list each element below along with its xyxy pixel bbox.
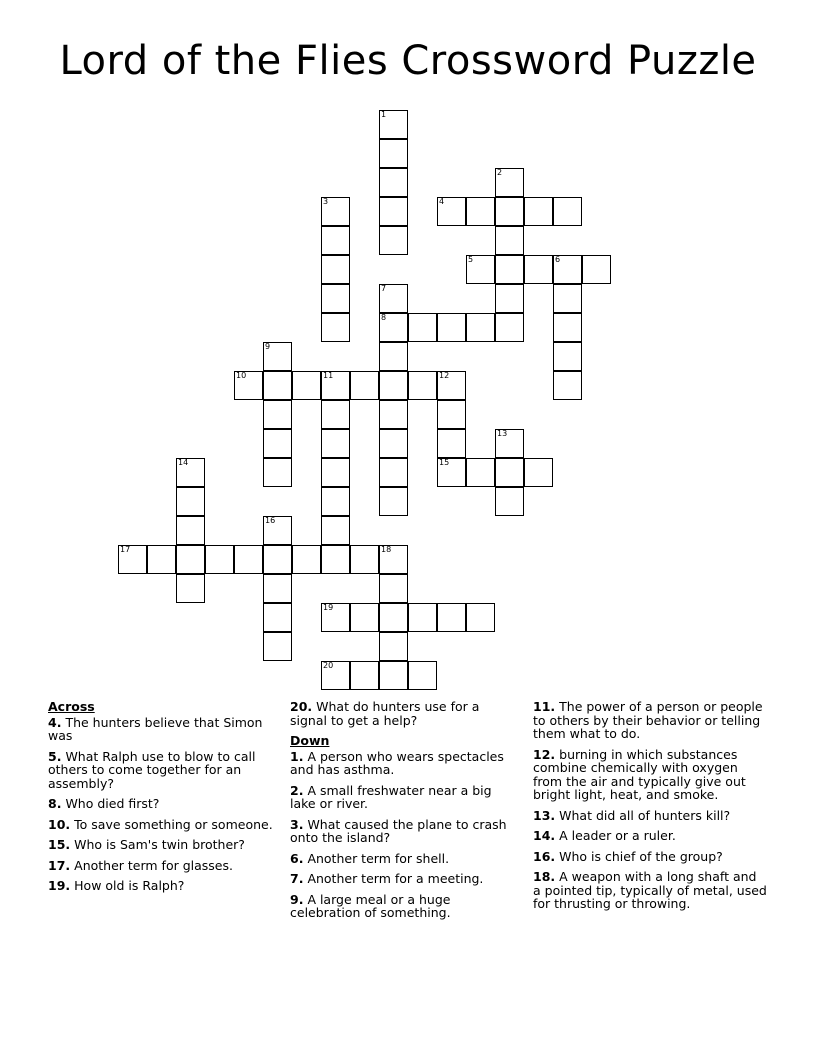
cell-number: 7 <box>381 284 387 293</box>
crossword-cell[interactable] <box>495 284 524 313</box>
crossword-cell[interactable] <box>234 545 263 574</box>
crossword-cell[interactable] <box>379 226 408 255</box>
crossword-cell[interactable] <box>524 197 553 226</box>
cell-number: 4 <box>439 197 445 206</box>
crossword-cell[interactable] <box>263 632 292 661</box>
clue-column-1 <box>48 700 273 900</box>
crossword-cell[interactable] <box>379 458 408 487</box>
crossword-cell[interactable] <box>495 226 524 255</box>
clue-column-3 <box>533 700 768 918</box>
crossword-cell[interactable] <box>553 342 582 371</box>
crossword-cell[interactable] <box>263 545 292 574</box>
crossword-cell[interactable] <box>118 545 147 574</box>
clue-across-10: 10. To save something or someone. <box>48 816 273 832</box>
crossword-cell[interactable] <box>321 371 350 400</box>
crossword-cell[interactable] <box>379 661 408 690</box>
crossword-cell[interactable] <box>321 226 350 255</box>
crossword-cell[interactable] <box>263 603 292 632</box>
crossword-cell[interactable] <box>379 603 408 632</box>
clue-down-9: 9. A large meal or a huge celebration of something. <box>290 891 451 920</box>
crossword-cell[interactable] <box>263 516 292 545</box>
crossword-cell[interactable] <box>379 574 408 603</box>
crossword-cell[interactable] <box>379 429 408 458</box>
clue-down-11: 11. The power of a person or people to others by their behavior or telling them what to do. <box>533 699 763 741</box>
crossword-cell[interactable] <box>176 487 205 516</box>
page-title: Lord of the Flies Crossword Puzzle <box>59 38 757 84</box>
clue-across-4: 4. The hunters believe that Simon was <box>48 714 263 743</box>
clue-down-6: 6. Another term for shell. <box>290 850 450 866</box>
clue-column-2 <box>290 700 510 927</box>
clue-across-8: 8. Who died first? <box>48 796 160 811</box>
crossword-cell[interactable] <box>379 139 408 168</box>
crossword-cell[interactable] <box>263 400 292 429</box>
clue-down-2: 2. A small freshwater near a big lake or river. <box>290 782 492 811</box>
cell-number: 11 <box>323 371 334 380</box>
crossword-cell[interactable] <box>379 284 408 313</box>
crossword-cell[interactable] <box>495 487 524 516</box>
crossword-cell[interactable] <box>263 458 292 487</box>
crossword-cell[interactable] <box>379 545 408 574</box>
crossword-cell[interactable] <box>437 458 466 487</box>
crossword-cell[interactable] <box>437 400 466 429</box>
crossword-cell[interactable] <box>263 429 292 458</box>
crossword-cell[interactable] <box>437 371 466 400</box>
cell-number: 19 <box>323 603 334 612</box>
crossword-cell[interactable] <box>321 400 350 429</box>
crossword-cell[interactable] <box>408 661 437 690</box>
crossword-cell[interactable] <box>350 545 379 574</box>
crossword-cell[interactable] <box>495 429 524 458</box>
crossword-cell[interactable] <box>408 313 437 342</box>
crossword-cell[interactable] <box>379 487 408 516</box>
crossword-cell[interactable] <box>292 371 321 400</box>
crossword-cell[interactable] <box>553 371 582 400</box>
crossword-cell[interactable] <box>321 313 350 342</box>
crossword-cell[interactable] <box>292 545 321 574</box>
crossword-cell[interactable] <box>408 603 437 632</box>
crossword-cell[interactable] <box>466 197 495 226</box>
cell-number: 13 <box>497 429 508 438</box>
clue-down-7: 7. Another term for a meeting. <box>290 871 484 886</box>
cell-number: 12 <box>439 371 450 380</box>
crossword-cell[interactable] <box>408 371 437 400</box>
crossword-cell[interactable] <box>524 255 553 284</box>
clue-across-17: 17. Another term for glasses. <box>48 857 233 873</box>
crossword-cell[interactable] <box>205 545 234 574</box>
crossword-cell[interactable] <box>321 458 350 487</box>
crossword-cell[interactable] <box>437 603 466 632</box>
crossword-cell[interactable] <box>495 197 524 226</box>
cell-number: 15 <box>439 458 450 467</box>
crossword-cell[interactable] <box>379 197 408 226</box>
crossword-cell[interactable] <box>495 255 524 284</box>
crossword-cell[interactable] <box>437 429 466 458</box>
cell-number: 8 <box>381 313 387 322</box>
crossword-cell[interactable] <box>176 574 205 603</box>
crossword-cell[interactable] <box>350 661 379 690</box>
crossword-cell[interactable] <box>466 458 495 487</box>
crossword-cell[interactable] <box>582 255 611 284</box>
crossword-cell[interactable] <box>379 371 408 400</box>
crossword-cell[interactable] <box>321 197 350 226</box>
crossword-cell[interactable] <box>147 545 176 574</box>
crossword-cell[interactable] <box>524 458 553 487</box>
crossword-cell[interactable] <box>495 168 524 197</box>
clue-across-20: 20. What do hunters use for a signal to get a help? <box>290 699 480 728</box>
crossword-cell[interactable] <box>321 545 350 574</box>
crossword-cell[interactable] <box>321 429 350 458</box>
crossword-cell[interactable] <box>350 603 379 632</box>
cell-number: 16 <box>265 516 276 525</box>
crossword-cell[interactable] <box>379 168 408 197</box>
crossword-cell[interactable] <box>321 255 350 284</box>
clue-down-12: 12. burning in which substances combine chemically with oxygen from the air and typically give out bright light, heat, and smoke. <box>533 746 746 802</box>
crossword-cell[interactable] <box>466 313 495 342</box>
down-heading: Down <box>290 733 330 748</box>
clue-down-16: 16. Who is chief of the group? <box>533 848 723 864</box>
crossword-cell[interactable] <box>321 487 350 516</box>
clue-across-5: 5. What Ralph use to blow to call others to come together for an assembly? <box>48 748 256 791</box>
crossword-cell[interactable] <box>495 458 524 487</box>
cell-number: 20 <box>323 661 334 670</box>
crossword-cell[interactable] <box>553 197 582 226</box>
crossword-cell[interactable] <box>437 197 466 226</box>
crossword-cell[interactable] <box>263 574 292 603</box>
cell-number: 14 <box>178 458 189 467</box>
crossword-cell[interactable] <box>553 255 582 284</box>
clue-across-19: 19. How old is Ralph? <box>48 878 185 893</box>
crossword-cell[interactable] <box>466 603 495 632</box>
cell-number: 2 <box>497 168 503 177</box>
crossword-cell[interactable] <box>379 342 408 371</box>
cell-number: 3 <box>323 197 329 206</box>
crossword-cell[interactable] <box>263 371 292 400</box>
crossword-cell[interactable] <box>379 400 408 429</box>
cell-number: 1 <box>381 110 387 119</box>
clue-down-3: 3. What caused the plane to crash onto the island? <box>290 816 507 845</box>
crossword-cell[interactable] <box>379 313 408 342</box>
cell-number: 9 <box>265 342 271 351</box>
crossword-cell[interactable] <box>553 284 582 313</box>
cell-number: 10 <box>236 371 247 380</box>
crossword-cell[interactable] <box>350 371 379 400</box>
clue-down-14: 14. A leader or a ruler. <box>533 828 676 843</box>
crossword-cell[interactable] <box>437 313 466 342</box>
crossword-cell[interactable] <box>263 342 292 371</box>
clue-down-1: 1. A person who wears spectacles and has asthma. <box>290 748 504 777</box>
cell-number: 18 <box>381 545 392 554</box>
crossword-cell[interactable] <box>234 371 263 400</box>
clue-down-13: 13. What did all of hunters kill? <box>533 807 731 823</box>
cell-number: 5 <box>468 255 474 264</box>
clue-down-18: 18. A weapon with a long shaft and a pointed tip, typically of metal, used for thrusting or throwing. <box>533 869 767 911</box>
crossword-cell[interactable] <box>321 284 350 313</box>
crossword-cell[interactable] <box>176 545 205 574</box>
clue-across-15: 15. Who is Sam's twin brother? <box>48 837 245 852</box>
crossword-cell[interactable] <box>495 313 524 342</box>
crossword-cell[interactable] <box>321 661 350 690</box>
cell-number: 6 <box>555 255 561 264</box>
across-heading: Across <box>48 699 95 714</box>
crossword-cell[interactable] <box>321 603 350 632</box>
crossword-cell[interactable] <box>553 313 582 342</box>
crossword-cell[interactable] <box>176 458 205 487</box>
crossword-cell[interactable] <box>379 632 408 661</box>
crossword-cell[interactable] <box>379 110 408 139</box>
cell-number: 17 <box>120 545 131 554</box>
crossword-cell[interactable] <box>466 255 495 284</box>
crossword-cell[interactable] <box>321 516 350 545</box>
crossword-cell[interactable] <box>176 516 205 545</box>
